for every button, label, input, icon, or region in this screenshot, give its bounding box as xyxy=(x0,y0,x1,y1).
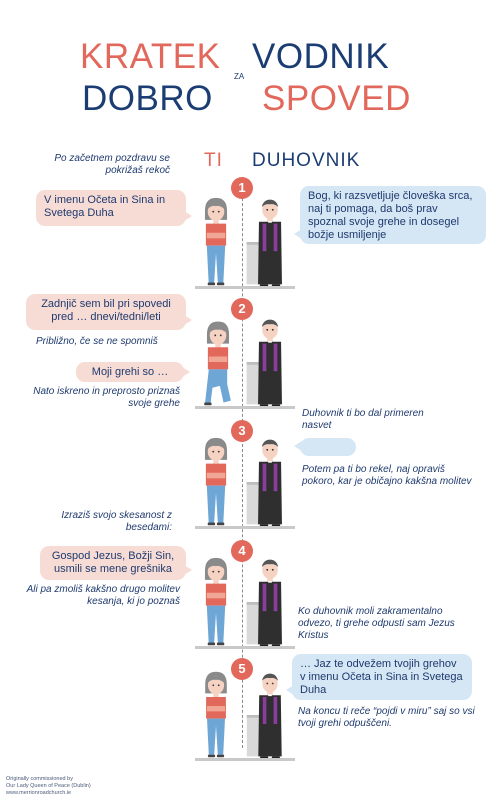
step2-penitent-figure xyxy=(198,316,238,408)
step4-floor xyxy=(195,646,295,649)
footer-credits xyxy=(6,776,156,797)
step4-penitent-figure xyxy=(196,556,236,648)
step4-number-badge: 4 xyxy=(231,540,253,562)
step1-number-badge: 1 xyxy=(231,177,253,199)
step2-floor xyxy=(195,406,295,409)
title-spoved: SPOVED xyxy=(262,79,411,118)
step1-floor xyxy=(195,286,295,289)
footer-line-1: Originally commissioned by xyxy=(6,776,73,782)
step3-note-penance: Potem pa ti bo rekel, naj opraviš pokoro, kar je običajno kakšna molitev xyxy=(302,464,472,487)
step1-priest-figure xyxy=(250,196,290,288)
step4-priest-figure xyxy=(250,556,290,648)
step1-penitent-figure xyxy=(196,196,236,288)
step5-priest-figure xyxy=(250,670,290,760)
step3-penitent-figure xyxy=(196,436,236,528)
step2-priest-figure xyxy=(250,316,290,408)
footer-website-link[interactable]: www.merrionroadchurch.ie xyxy=(6,790,72,796)
step3-priest-speech-bubble-empty xyxy=(300,438,356,456)
step4-note-contrition: Izraziš svojo skesanost z besedami: xyxy=(61,510,172,533)
footer-line-2: Our Lady Queen of Peace (Dublin) xyxy=(6,783,91,789)
step2-you-speech-bubble: Zadnjič sem bil pri spovedi pred … dnevi/tedni/leti xyxy=(26,294,186,330)
step3-floor xyxy=(195,526,295,529)
step2-number-badge: 2 xyxy=(231,298,253,320)
step2-note-confess: Nato iskreno in preprosto priznaš svoje grehe xyxy=(33,386,180,409)
title-vodnik: VODNIK xyxy=(252,37,390,76)
column-header-you: TI xyxy=(204,150,223,171)
step2-you-speech-bubble-sins: Moji grehi so … xyxy=(76,362,184,382)
step5-priest-speech-bubble: … Jaz te odvežem tvojih grehov v imenu Očeta in Sina in Svetega Duha xyxy=(292,654,472,700)
step4-note-absolution: Ko duhovnik moli zakramentalno odvezo, ti grehe odpusti sam Jezus Kristus xyxy=(298,606,455,641)
step5-floor xyxy=(195,758,295,761)
step4-note-other-prayer: Ali pa zmoliš kakšno drugo molitev kesanja, ki jo poznaš xyxy=(26,584,180,607)
step3-priest-figure xyxy=(250,436,290,528)
step5-note-go-in-peace: Na koncu ti reče “pojdi v miru” saj so vsi tvoji grehi odpuščeni. xyxy=(298,706,475,729)
column-header-priest: DUHOVNIK xyxy=(252,150,361,171)
step1-note-intro: Po začetnem pozdravu se pokrižaš rekoč xyxy=(54,153,170,176)
step5-number-badge: 5 xyxy=(231,658,253,680)
step2-note-approx: Približno, če se ne spomniš xyxy=(36,336,158,347)
title-kratek: KRATEK xyxy=(80,37,221,76)
step1-priest-speech-bubble: Bog, ki razsvetljuje človeška srca, naj ti pomaga, da boš prav spoznal svoje grehe in dosegel božje usmiljenje xyxy=(300,186,486,244)
step3-note-advice: Duhovnik ti bo dal primeren nasvet xyxy=(302,408,424,431)
title-dobro: DOBRO xyxy=(82,79,213,118)
title-za: ZA xyxy=(234,72,245,81)
step3-number-badge: 3 xyxy=(231,420,253,442)
step4-you-speech-bubble: Gospod Jezus, Božji Sin, usmili se mene grešnika xyxy=(40,546,186,580)
step5-penitent-figure xyxy=(196,670,236,760)
step1-you-speech-bubble: V imenu Očeta in Sina in Svetega Duha xyxy=(36,190,186,226)
